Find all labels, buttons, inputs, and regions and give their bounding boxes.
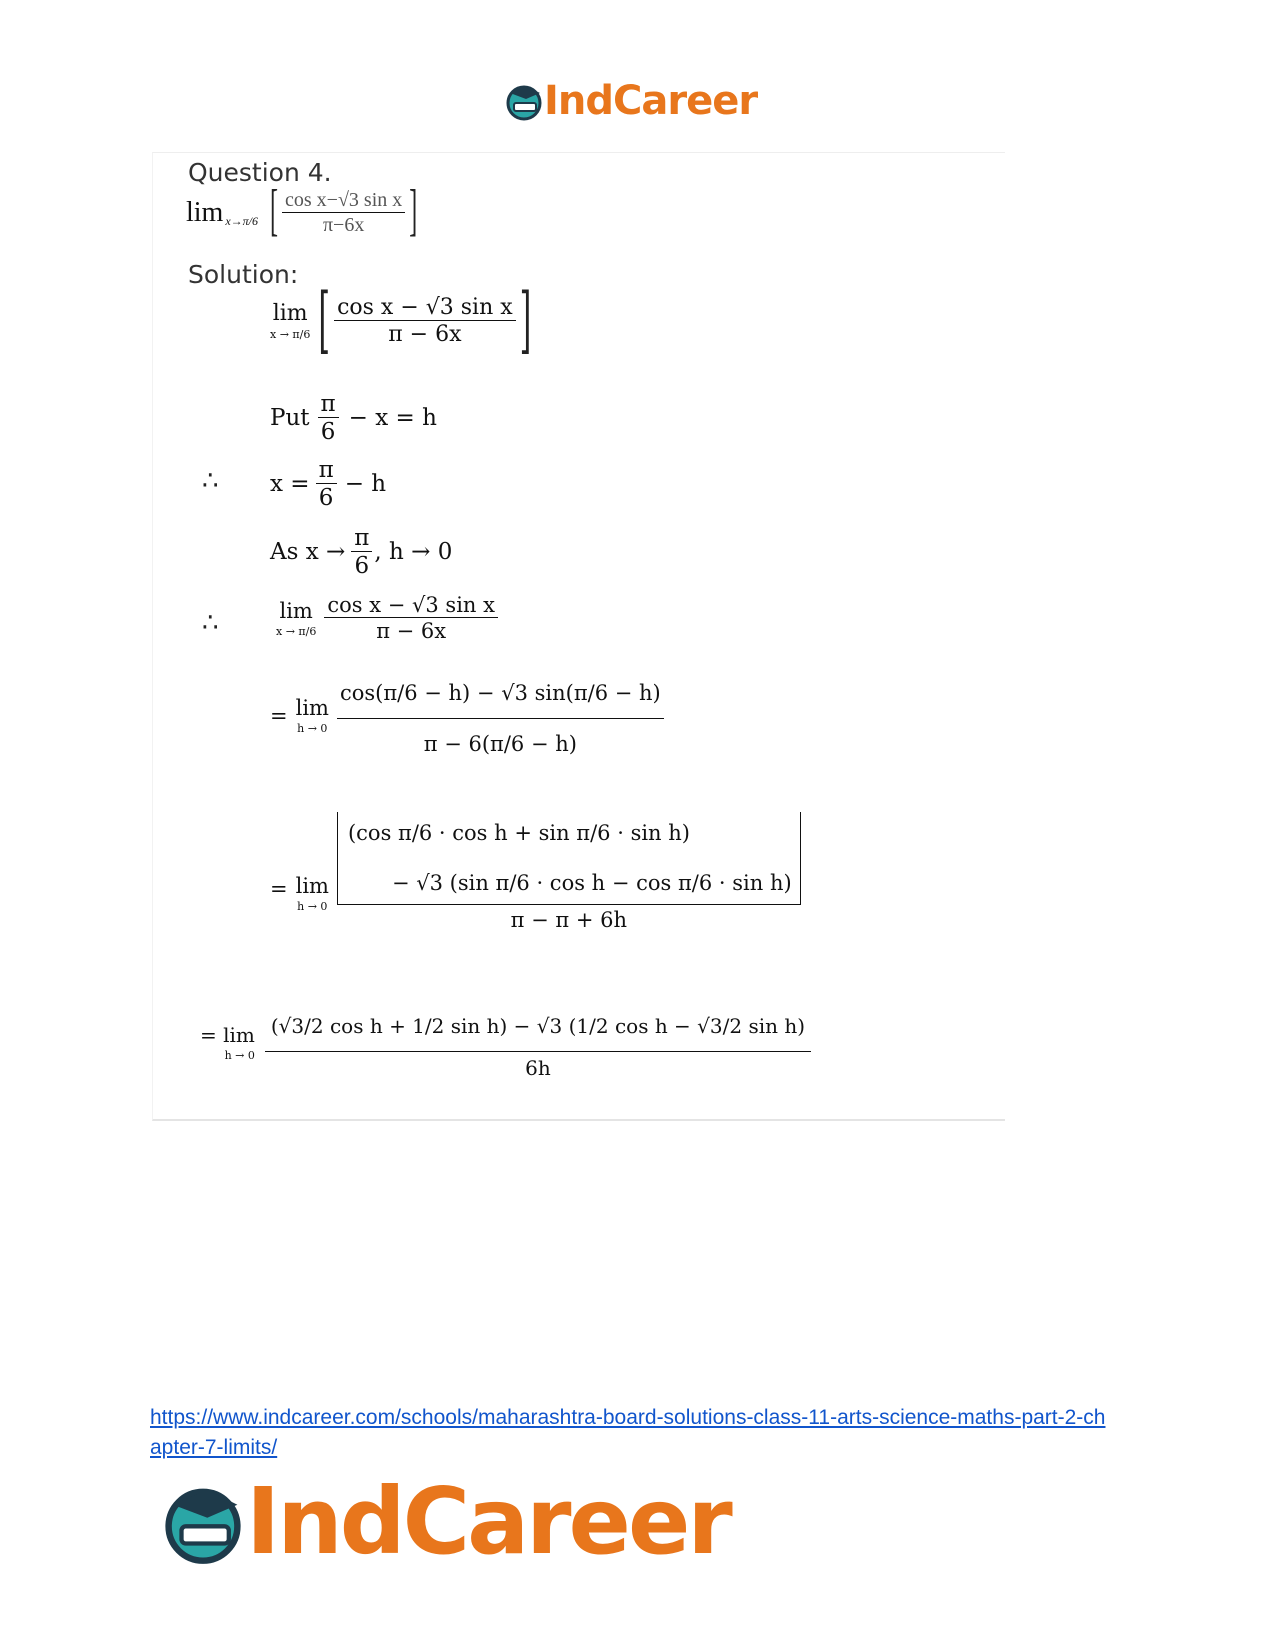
step-7-row-1: (cos π/6 · cos h + sin π/6 · sin h) (347, 821, 690, 845)
question-expression: lim x→π/6 [ $\frac{\text{cos x−√3 sin x}}{\pi-6x}$ ] (186, 180, 418, 243)
question-numerator: cos x−√3 sin x (282, 190, 405, 213)
lim-subscript: x → π/6 (276, 624, 317, 638)
therefore-symbol: ∴ (202, 466, 219, 496)
step-4-rest: , h → 0 (374, 539, 453, 566)
lim-operator: lim (272, 301, 308, 327)
pi-symbol: π (316, 458, 337, 484)
bottom-logo (160, 1468, 730, 1575)
step-4 (270, 526, 452, 578)
lim-subscript: x → π/6 (270, 328, 311, 342)
step-6-denominator: π − 6(π/6 − h) (423, 732, 577, 757)
step-5-denominator: π − 6x (376, 619, 447, 644)
lim-subscript: x→π/6 (225, 214, 259, 228)
question-title: Question 4. (188, 158, 332, 187)
logo-wordmark: IndCareer (246, 1468, 730, 1575)
lim-subscript: h → 0 (224, 1049, 255, 1062)
equals-sign: = (270, 877, 288, 902)
step-5 (276, 594, 498, 642)
step-3-lhs: x = (270, 471, 310, 498)
lim-subscript: h → 0 (297, 722, 328, 736)
top-logo (504, 78, 757, 124)
pi-symbol: π (318, 392, 339, 418)
graduation-cap-globe-icon (160, 1479, 246, 1565)
step-2 (270, 392, 437, 444)
step-2-rest: − x = h (348, 405, 437, 432)
step-4-as: As x → (270, 539, 346, 566)
lim-operator: lim (295, 696, 329, 721)
source-link[interactable]: https://www.indcareer.com/schools/maharashtra-board-solutions-class-11-arts-science-maths-part-2-chapter-7-limits/ (150, 1406, 1106, 1459)
step-8-denominator: 6h (525, 1056, 551, 1080)
step-3-rest: − h (344, 471, 387, 498)
step-7-row-2: − √3 (sin π/6 · cos h − cos π/6 · sin h) (391, 871, 792, 896)
step-7-denominator: π − π + 6h (510, 908, 628, 933)
step-1-numerator: cos x − √3 sin x (334, 296, 516, 321)
therefore-symbol: ∴ (202, 608, 219, 638)
lim-operator: lim (279, 598, 313, 623)
step-8 (200, 1006, 811, 1079)
step-1: lim x → π/6 [ $\frac{\text{cos x − √3 sin x}}{\pi - 6x}$ ] (270, 279, 532, 364)
step-5-numerator: cos x − √3 sin x (324, 594, 498, 618)
step-8-numerator: (√3/2 cos h + 1/2 sin h) − √3 (1/2 cos h − √3/2 sin h) (265, 1006, 811, 1052)
step-3 (270, 458, 386, 510)
put-word: Put (270, 405, 310, 432)
lim-operator: lim (295, 874, 329, 899)
lim-operator: = lim (200, 1023, 255, 1047)
lim-subscript: h → 0 (297, 900, 328, 914)
six-value: 6 (354, 553, 370, 580)
six-value: 6 (320, 419, 336, 446)
step-7-numerator (337, 812, 801, 905)
step-1-denominator: π − 6x (388, 322, 462, 348)
step-6 (270, 676, 664, 755)
question-denominator: π−6x (322, 214, 365, 236)
step-6-numerator: cos(π/6 − h) − √3 sin(π/6 − h) (337, 676, 664, 719)
pi-symbol: π (351, 526, 372, 552)
equals-sign: = (270, 703, 288, 728)
logo-wordmark: IndCareer (544, 78, 758, 124)
lim-operator: lim (186, 197, 224, 228)
six-value: 6 (318, 485, 334, 512)
graduation-cap-globe-icon (504, 81, 544, 121)
step-7 (270, 812, 801, 931)
solution-label: Solution: (188, 260, 299, 289)
